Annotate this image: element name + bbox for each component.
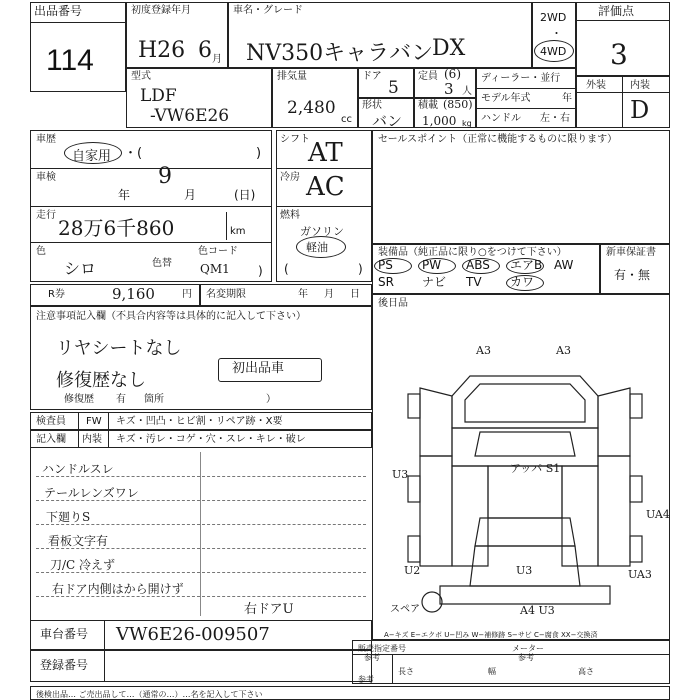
inspection-month-unit: 月 xyxy=(184,188,197,202)
inspection-label: 車検 xyxy=(36,172,56,183)
recycle-label: R券 xyxy=(48,289,65,300)
load-unit: kg xyxy=(462,119,472,128)
capacity-unit: 人 xyxy=(462,86,472,97)
capacity-label: 定員 xyxy=(418,71,438,82)
handle-value: 左・右 xyxy=(540,113,570,124)
entry-label: 記入欄 xyxy=(36,434,66,445)
equipment-item: カワ xyxy=(510,275,535,289)
color-label: 色 xyxy=(36,246,46,257)
displacement-value: 2,480 xyxy=(287,98,336,118)
lot-number-label: 出品番号 xyxy=(34,4,83,18)
ac-value: AC xyxy=(306,172,345,202)
diagram-mark-3: U3 xyxy=(392,468,409,481)
name-change-day: 日 xyxy=(350,289,360,300)
car-diagram xyxy=(380,336,670,622)
recycle-value: 9,160 xyxy=(112,285,155,303)
diagram-mark-9: A4 U3 xyxy=(520,604,555,617)
mileage-unit: km xyxy=(230,226,246,237)
inspector-fw: FW xyxy=(86,416,102,427)
color-code-value: QM1 xyxy=(200,262,230,276)
diagram-mark-7: U3 xyxy=(516,564,533,577)
remark-line: 刀/C 冷えず xyxy=(50,558,116,572)
diagram-mark-8: UA3 xyxy=(628,568,652,581)
repair-have: 有 xyxy=(116,394,126,405)
equipment-item: PS xyxy=(378,258,393,272)
vin-value: VW6E26-009507 xyxy=(116,624,270,645)
car-name-value: NV350キャラバン xyxy=(246,41,434,66)
spare-label: スペア xyxy=(390,604,420,615)
load-label: 積載 xyxy=(418,100,438,111)
model-value-2: -VW6E26 xyxy=(150,106,230,126)
color-code-label: 色コード xyxy=(198,246,238,257)
inspection-year-unit: 年 xyxy=(118,188,131,202)
equipment-item: ABS xyxy=(466,258,490,272)
fuel-value-1: ガソリン xyxy=(300,225,344,238)
equipment-row-1 xyxy=(378,258,596,274)
handle-label: ハンドル xyxy=(481,113,521,124)
history-close: ) xyxy=(256,146,262,161)
color-value: シロ xyxy=(64,259,97,278)
capacity-value-2: 3 xyxy=(444,80,454,98)
lot-number-value: 114 xyxy=(46,44,94,77)
shift-value: AT xyxy=(308,138,343,168)
entry-items: キズ・汚レ・コゲ・穴・スレ・キレ・破レ xyxy=(116,434,306,445)
doors-value: 5 xyxy=(388,78,399,98)
exterior-label: 外装 xyxy=(586,80,606,91)
note-2: 修復歴なし xyxy=(56,370,146,391)
body-label: 形状 xyxy=(362,100,382,111)
equipment-item: PW xyxy=(422,258,442,272)
meter-ref: 参考 xyxy=(518,653,534,662)
remark-line: ハンドルスレ xyxy=(42,462,114,476)
equipment-circle xyxy=(374,258,412,274)
diagram-mark-4: アッパ S1 xyxy=(510,462,561,475)
equipment-label: 装備品（純正品に限り○をつけて下さい） xyxy=(378,247,567,258)
registration-label: 初度登録年月 xyxy=(131,5,191,16)
width-label: 幅 xyxy=(488,667,496,676)
note-1: リヤシートなし xyxy=(56,338,182,359)
diagram-mark-1: A3 xyxy=(476,344,491,357)
score-label: 評価点 xyxy=(598,4,635,18)
fuel-value-2: 軽油 xyxy=(306,241,328,254)
ac-label: 冷房 xyxy=(280,172,300,183)
remark-line: 下廻りS xyxy=(46,510,91,524)
score-value: 3 xyxy=(610,38,628,71)
notes-label: 注意事項記入欄（不具合内容等は具体的に記入して下さい） xyxy=(36,311,306,322)
diagram-mark-2: A3 xyxy=(556,344,571,357)
equipment-circle xyxy=(418,258,456,274)
sales-point-label: セールスポイント（正常に機能するものに限ります） xyxy=(378,134,618,145)
remark-line: テールレンズワレ xyxy=(44,486,139,500)
model-year-label: モデル年式 xyxy=(481,93,531,104)
rear-label: 後日品 xyxy=(378,298,408,309)
equipment-item: SR xyxy=(378,275,394,289)
registration-month: 6 xyxy=(198,38,212,63)
equipment-item: ナビ xyxy=(422,275,447,289)
repair-close: ） xyxy=(266,394,276,405)
inspection-year: 9 xyxy=(158,164,172,189)
remark-line: 右ドア内側はから開けず xyxy=(52,582,184,596)
body-value: バン xyxy=(372,112,403,130)
shift-label: シフト xyxy=(280,134,310,145)
color-code-close: ) xyxy=(258,264,263,278)
height-label: 高さ xyxy=(578,667,594,676)
first-item-label: 初出品車 xyxy=(232,361,285,376)
model-year-unit: 年 xyxy=(562,93,572,104)
history-label: 車歴 xyxy=(36,134,56,145)
car-name-label: 車名・グレード xyxy=(233,5,303,16)
fuel-label: 燃料 xyxy=(280,210,300,221)
registration-era: H26 xyxy=(138,38,186,63)
repair-label: 修復歴 xyxy=(64,394,94,405)
repair-part: 箇所 xyxy=(144,394,164,405)
dealer-spec-ref: 参考 xyxy=(364,653,380,662)
name-change-year: 年 xyxy=(298,289,308,300)
recycle-unit: 円 xyxy=(182,289,192,300)
diagram-legend: A−キズ E−エクボ U−凹み W−補修跡 S−サビ C−腐食 XX−交換済 xyxy=(384,631,598,639)
equipment-circle xyxy=(506,275,544,291)
diagram-mark-5: UA4 xyxy=(646,508,670,521)
dealer-label: ディーラー・並行 xyxy=(481,73,561,84)
model-value-1: LDF xyxy=(140,86,177,106)
entry-area: 内装 xyxy=(82,434,102,445)
displacement-label: 排気量 xyxy=(277,71,307,82)
color-change-label: 色替 xyxy=(152,258,172,269)
sales-point-box xyxy=(372,130,670,244)
capacity-value-1: (6) xyxy=(444,67,461,81)
remark-line: 看板文字有 xyxy=(48,534,109,548)
fuel-paren-open: ( xyxy=(284,262,289,276)
warranty-label: 新車保証書 xyxy=(606,247,656,258)
length-label: 長さ xyxy=(398,667,414,676)
name-change-label: 名変期限 xyxy=(206,289,246,300)
remark-right-note: 右ドアU xyxy=(244,602,294,617)
equipment-row-2 xyxy=(378,275,596,291)
fuel-paren-close: ) xyxy=(358,262,363,276)
footer-text: 後検出品… ご売出品して…（通常の…）…名を記入して下さい xyxy=(36,690,263,699)
interior-value: D xyxy=(630,96,650,124)
vin-label: 車台番号 xyxy=(40,627,89,641)
mileage-value: 28万6千860 xyxy=(58,216,175,240)
drive-4wd-circle xyxy=(534,40,574,62)
plate-label: 登録番号 xyxy=(40,658,89,672)
equipment-circle xyxy=(506,258,544,274)
displacement-unit: cc xyxy=(341,114,352,125)
dealer-spec-label: 販売指定番号 xyxy=(358,644,406,653)
bottom-ref-label: 参考 xyxy=(358,675,374,684)
name-change-month: 月 xyxy=(324,289,334,300)
meter-label: メーター xyxy=(512,644,544,653)
inspector-label: 検査員 xyxy=(36,416,66,427)
load-value-2: 1,000 xyxy=(422,114,457,128)
drive-2wd: 2WD xyxy=(540,11,567,24)
interior-label: 内装 xyxy=(630,80,650,91)
model-label: 型式 xyxy=(131,71,151,82)
equipment-item: AW xyxy=(554,258,574,272)
warranty-value: 有・無 xyxy=(614,268,651,282)
diagram-mark-6: U2 xyxy=(404,564,421,577)
load-value-1: (850) xyxy=(443,98,473,111)
equipment-item: TV xyxy=(466,275,482,289)
history-value: 自家用 xyxy=(72,149,112,164)
equipment-item: エアB xyxy=(510,258,543,272)
inspection-day-unit: (日) xyxy=(234,188,256,202)
doors-label: ドア xyxy=(362,71,382,82)
inspector-items: キズ・凹凸・ヒビ割・リペア跡・X要 xyxy=(116,416,283,427)
car-grade-value: DX xyxy=(432,36,466,61)
mileage-label: 走行 xyxy=(36,210,56,221)
history-suffix: ・( xyxy=(124,146,143,161)
registration-month-unit: 月 xyxy=(212,54,222,65)
remarks-lines xyxy=(36,450,366,618)
equipment-circle xyxy=(462,258,500,274)
drive-4wd: 4WD xyxy=(540,45,567,58)
